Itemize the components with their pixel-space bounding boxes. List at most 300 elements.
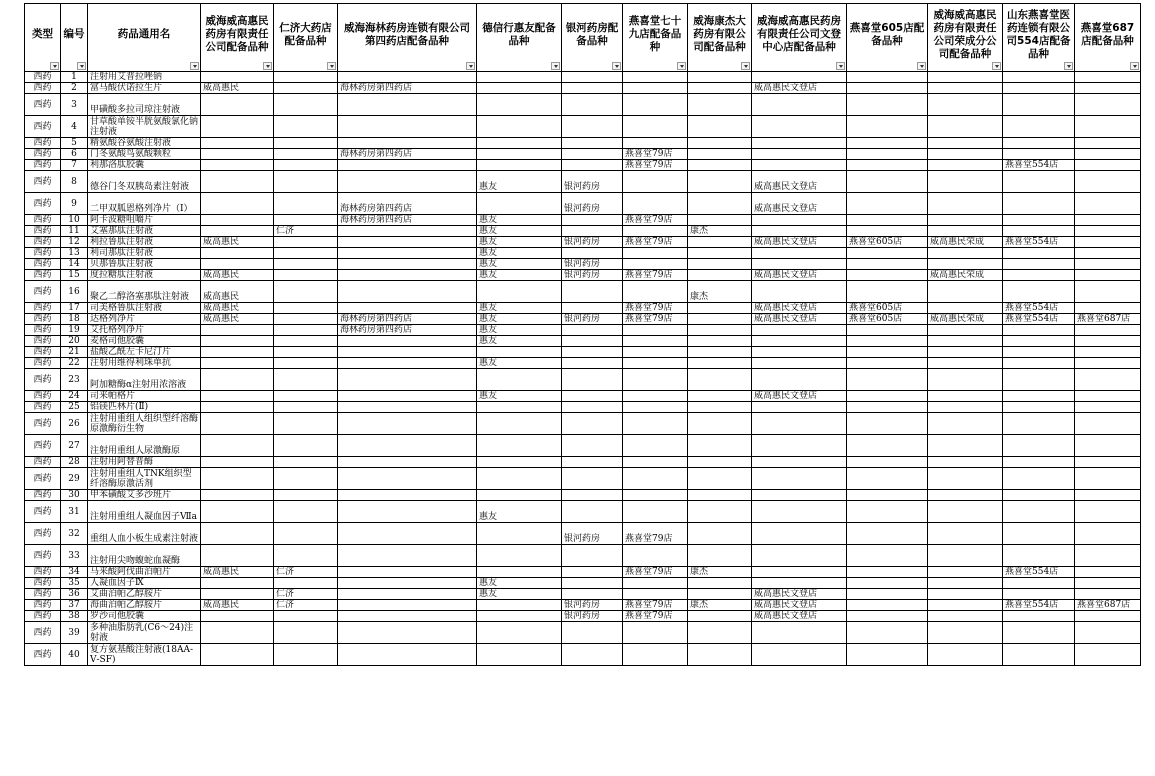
store-cell[interactable] (477, 523, 562, 545)
number-cell[interactable]: 1 (61, 72, 88, 83)
store-cell[interactable] (1075, 116, 1141, 138)
drug-name-cell[interactable]: 铝镁匹林片(Ⅱ) (88, 402, 201, 413)
store-cell[interactable]: 燕喜堂605店 (847, 237, 928, 248)
store-cell[interactable] (274, 336, 338, 347)
store-cell[interactable]: 威高惠民文登店 (752, 600, 847, 611)
type-cell[interactable]: 西药 (25, 523, 61, 545)
store-cell[interactable] (1003, 226, 1075, 237)
store-cell[interactable] (928, 545, 1003, 567)
store-cell[interactable] (688, 347, 752, 358)
store-cell[interactable] (338, 391, 477, 402)
store-cell[interactable] (477, 545, 562, 567)
store-cell[interactable] (1075, 72, 1141, 83)
store-cell[interactable] (623, 259, 688, 270)
store-cell[interactable] (752, 116, 847, 138)
store-cell[interactable] (928, 567, 1003, 578)
store-cell[interactable] (338, 457, 477, 468)
store-cell[interactable] (201, 490, 274, 501)
drug-name-cell[interactable]: 艾塞那肽注射液 (88, 226, 201, 237)
filter-dropdown-icon[interactable] (612, 62, 621, 70)
store-cell[interactable] (847, 347, 928, 358)
store-cell[interactable] (1003, 468, 1075, 490)
store-cell[interactable] (1075, 501, 1141, 523)
number-cell[interactable]: 35 (61, 578, 88, 589)
store-cell[interactable] (1003, 578, 1075, 589)
store-cell[interactable] (1003, 248, 1075, 259)
number-cell[interactable]: 20 (61, 336, 88, 347)
store-cell[interactable]: 银河药房 (562, 270, 623, 281)
store-cell[interactable] (338, 545, 477, 567)
number-cell[interactable]: 40 (61, 644, 88, 666)
store-cell[interactable] (928, 336, 1003, 347)
store-cell[interactable] (928, 94, 1003, 116)
number-cell[interactable]: 23 (61, 369, 88, 391)
filter-dropdown-icon[interactable] (50, 62, 59, 70)
type-cell[interactable]: 西药 (25, 578, 61, 589)
store-cell[interactable] (274, 314, 338, 325)
store-cell[interactable]: 银河药房 (562, 314, 623, 325)
store-cell[interactable] (1075, 578, 1141, 589)
filter-dropdown-icon[interactable] (190, 62, 199, 70)
store-cell[interactable]: 燕喜堂79店 (623, 160, 688, 171)
store-cell[interactable] (477, 369, 562, 391)
store-cell[interactable] (688, 94, 752, 116)
drug-name-cell[interactable]: 罗沙司他胶囊 (88, 611, 201, 622)
store-cell[interactable]: 银河药房 (562, 259, 623, 270)
store-cell[interactable] (562, 149, 623, 160)
store-cell[interactable] (752, 160, 847, 171)
store-cell[interactable]: 惠友 (477, 270, 562, 281)
type-cell[interactable]: 西药 (25, 589, 61, 600)
store-cell[interactable] (688, 149, 752, 160)
type-cell[interactable]: 西药 (25, 468, 61, 490)
store-cell[interactable]: 海林药房第四药店 (338, 193, 477, 215)
store-cell[interactable] (1003, 358, 1075, 369)
store-cell[interactable]: 康杰 (688, 226, 752, 237)
store-cell[interactable] (752, 523, 847, 545)
type-cell[interactable]: 西药 (25, 347, 61, 358)
store-cell[interactable] (688, 83, 752, 94)
store-cell[interactable] (623, 501, 688, 523)
store-cell[interactable] (847, 149, 928, 160)
store-cell[interactable] (688, 72, 752, 83)
drug-name-cell[interactable]: 富马酸伏诺拉生片 (88, 83, 201, 94)
store-cell[interactable] (623, 413, 688, 435)
store-cell[interactable]: 银河药房 (562, 171, 623, 193)
store-cell[interactable] (477, 94, 562, 116)
drug-name-cell[interactable]: 注射用重组人凝血因子Ⅶa (88, 501, 201, 523)
store-cell[interactable] (847, 589, 928, 600)
store-cell[interactable] (688, 545, 752, 567)
store-cell[interactable] (1075, 490, 1141, 501)
type-cell[interactable]: 西药 (25, 160, 61, 171)
store-cell[interactable] (477, 160, 562, 171)
store-cell[interactable] (477, 490, 562, 501)
store-cell[interactable] (1003, 94, 1075, 116)
store-cell[interactable] (562, 303, 623, 314)
store-cell[interactable] (562, 457, 623, 468)
store-cell[interactable] (477, 435, 562, 457)
type-cell[interactable]: 西药 (25, 611, 61, 622)
store-cell[interactable] (274, 347, 338, 358)
number-cell[interactable]: 22 (61, 358, 88, 369)
store-cell[interactable] (477, 413, 562, 435)
store-cell[interactable] (688, 138, 752, 149)
store-cell[interactable] (928, 611, 1003, 622)
store-cell[interactable] (688, 435, 752, 457)
store-cell[interactable] (338, 259, 477, 270)
store-cell[interactable] (338, 501, 477, 523)
store-cell[interactable] (847, 622, 928, 644)
store-cell[interactable] (688, 336, 752, 347)
store-cell[interactable] (1075, 226, 1141, 237)
number-cell[interactable]: 39 (61, 622, 88, 644)
store-cell[interactable] (623, 457, 688, 468)
store-cell[interactable] (688, 171, 752, 193)
store-cell[interactable] (562, 413, 623, 435)
store-cell[interactable]: 惠友 (477, 578, 562, 589)
number-cell[interactable]: 16 (61, 281, 88, 303)
store-cell[interactable] (274, 622, 338, 644)
filter-dropdown-icon[interactable] (992, 62, 1001, 70)
store-cell[interactable] (688, 413, 752, 435)
store-cell[interactable]: 银河药房 (562, 193, 623, 215)
store-cell[interactable] (688, 589, 752, 600)
store-cell[interactable] (623, 226, 688, 237)
store-cell[interactable] (338, 358, 477, 369)
store-cell[interactable] (338, 160, 477, 171)
store-cell[interactable] (623, 391, 688, 402)
store-cell[interactable]: 威高惠民 (201, 314, 274, 325)
store-cell[interactable] (562, 490, 623, 501)
drug-name-cell[interactable]: 甲苯磺酸艾多沙班片 (88, 490, 201, 501)
drug-name-cell[interactable]: 甲磺酸多拉司琼注射液 (88, 94, 201, 116)
store-cell[interactable] (847, 391, 928, 402)
filter-dropdown-icon[interactable] (917, 62, 926, 70)
drug-name-cell[interactable]: 艾曲泊帕乙醇胺片 (88, 589, 201, 600)
store-cell[interactable] (847, 259, 928, 270)
store-cell[interactable] (1003, 644, 1075, 666)
drug-name-cell[interactable]: 司来帕格片 (88, 391, 201, 402)
store-cell[interactable] (274, 94, 338, 116)
store-cell[interactable] (623, 248, 688, 259)
store-cell[interactable] (623, 435, 688, 457)
drug-name-cell[interactable]: 贝那鲁肽注射液 (88, 259, 201, 270)
store-cell[interactable] (201, 325, 274, 336)
type-cell[interactable]: 西药 (25, 457, 61, 468)
store-cell[interactable] (688, 611, 752, 622)
store-cell[interactable] (623, 116, 688, 138)
store-cell[interactable] (274, 402, 338, 413)
store-cell[interactable]: 惠友 (477, 303, 562, 314)
store-cell[interactable] (1075, 589, 1141, 600)
store-cell[interactable] (847, 457, 928, 468)
drug-name-cell[interactable]: 注射用尖吻蝮蛇血凝酶 (88, 545, 201, 567)
store-cell[interactable] (688, 523, 752, 545)
store-cell[interactable] (847, 248, 928, 259)
store-cell[interactable]: 康杰 (688, 281, 752, 303)
store-cell[interactable] (1003, 622, 1075, 644)
store-cell[interactable] (847, 116, 928, 138)
store-cell[interactable] (1075, 402, 1141, 413)
store-cell[interactable]: 海林药房第四药店 (338, 83, 477, 94)
store-cell[interactable] (928, 226, 1003, 237)
store-cell[interactable] (1075, 369, 1141, 391)
store-cell[interactable] (688, 622, 752, 644)
number-cell[interactable]: 34 (61, 567, 88, 578)
type-cell[interactable]: 西药 (25, 644, 61, 666)
store-cell[interactable] (274, 270, 338, 281)
store-cell[interactable] (752, 347, 847, 358)
drug-name-cell[interactable]: 达格列净片 (88, 314, 201, 325)
store-cell[interactable] (1075, 171, 1141, 193)
store-cell[interactable] (477, 622, 562, 644)
store-cell[interactable] (928, 578, 1003, 589)
store-cell[interactable] (562, 391, 623, 402)
store-cell[interactable]: 仁济 (274, 226, 338, 237)
store-cell[interactable]: 威高惠民 (201, 303, 274, 314)
store-cell[interactable] (562, 347, 623, 358)
store-cell[interactable] (688, 402, 752, 413)
store-cell[interactable] (1003, 369, 1075, 391)
store-cell[interactable] (201, 358, 274, 369)
number-cell[interactable]: 8 (61, 171, 88, 193)
store-cell[interactable] (688, 259, 752, 270)
type-cell[interactable]: 西药 (25, 116, 61, 138)
number-cell[interactable]: 29 (61, 468, 88, 490)
store-cell[interactable] (274, 160, 338, 171)
number-cell[interactable]: 36 (61, 589, 88, 600)
store-cell[interactable] (338, 589, 477, 600)
drug-name-cell[interactable]: 注射用阿替普酶 (88, 457, 201, 468)
drug-name-cell[interactable]: 司美格鲁肽注射液 (88, 303, 201, 314)
store-cell[interactable]: 海林药房第四药店 (338, 314, 477, 325)
store-cell[interactable] (562, 644, 623, 666)
store-cell[interactable] (477, 149, 562, 160)
number-cell[interactable]: 10 (61, 215, 88, 226)
number-cell[interactable]: 5 (61, 138, 88, 149)
store-cell[interactable] (752, 336, 847, 347)
type-cell[interactable]: 西药 (25, 237, 61, 248)
store-cell[interactable]: 威高惠民荣成 (928, 270, 1003, 281)
store-cell[interactable]: 威高惠民 (201, 600, 274, 611)
store-cell[interactable] (338, 435, 477, 457)
store-cell[interactable] (274, 369, 338, 391)
store-cell[interactable] (623, 369, 688, 391)
store-cell[interactable] (274, 545, 338, 567)
store-cell[interactable] (1075, 303, 1141, 314)
store-cell[interactable] (201, 457, 274, 468)
type-cell[interactable]: 西药 (25, 138, 61, 149)
store-cell[interactable] (477, 457, 562, 468)
store-cell[interactable] (752, 501, 847, 523)
store-cell[interactable] (477, 611, 562, 622)
store-cell[interactable] (847, 468, 928, 490)
store-cell[interactable] (1003, 149, 1075, 160)
store-cell[interactable] (1075, 358, 1141, 369)
store-cell[interactable] (201, 435, 274, 457)
store-cell[interactable] (928, 501, 1003, 523)
store-cell[interactable] (338, 622, 477, 644)
store-cell[interactable] (688, 490, 752, 501)
store-cell[interactable] (274, 578, 338, 589)
store-cell[interactable] (752, 259, 847, 270)
store-cell[interactable] (752, 369, 847, 391)
type-cell[interactable]: 西药 (25, 83, 61, 94)
store-cell[interactable] (201, 391, 274, 402)
store-cell[interactable] (338, 270, 477, 281)
drug-name-cell[interactable]: 注射用重组人TNK组织型纤溶酶原激活剂 (88, 468, 201, 490)
store-cell[interactable] (928, 138, 1003, 149)
store-cell[interactable] (1075, 644, 1141, 666)
store-cell[interactable] (688, 468, 752, 490)
type-cell[interactable]: 西药 (25, 149, 61, 160)
type-cell[interactable]: 西药 (25, 270, 61, 281)
store-cell[interactable] (928, 644, 1003, 666)
type-cell[interactable]: 西药 (25, 413, 61, 435)
store-cell[interactable] (623, 358, 688, 369)
store-cell[interactable] (562, 435, 623, 457)
store-cell[interactable] (752, 490, 847, 501)
store-cell[interactable] (847, 336, 928, 347)
store-cell[interactable] (562, 281, 623, 303)
number-cell[interactable]: 19 (61, 325, 88, 336)
store-cell[interactable] (847, 171, 928, 193)
store-cell[interactable] (1075, 215, 1141, 226)
store-cell[interactable] (562, 567, 623, 578)
store-cell[interactable] (562, 578, 623, 589)
store-cell[interactable] (274, 72, 338, 83)
store-cell[interactable] (274, 193, 338, 215)
store-cell[interactable] (928, 171, 1003, 193)
store-cell[interactable] (688, 215, 752, 226)
store-cell[interactable] (1075, 468, 1141, 490)
store-cell[interactable] (928, 457, 1003, 468)
store-cell[interactable] (201, 160, 274, 171)
store-cell[interactable] (688, 303, 752, 314)
store-cell[interactable]: 燕喜堂79店 (623, 523, 688, 545)
store-cell[interactable] (688, 358, 752, 369)
number-cell[interactable]: 26 (61, 413, 88, 435)
store-cell[interactable] (274, 523, 338, 545)
store-cell[interactable] (928, 325, 1003, 336)
store-cell[interactable] (847, 215, 928, 226)
store-cell[interactable] (1003, 545, 1075, 567)
filter-dropdown-icon[interactable] (551, 62, 560, 70)
store-cell[interactable] (1003, 391, 1075, 402)
store-cell[interactable]: 威高惠民 (201, 83, 274, 94)
store-cell[interactable] (274, 457, 338, 468)
store-cell[interactable] (1003, 72, 1075, 83)
store-cell[interactable] (1075, 611, 1141, 622)
number-cell[interactable]: 27 (61, 435, 88, 457)
store-cell[interactable] (274, 358, 338, 369)
store-cell[interactable] (1003, 281, 1075, 303)
filter-dropdown-icon[interactable] (741, 62, 750, 70)
store-cell[interactable]: 威高惠民文登店 (752, 589, 847, 600)
store-cell[interactable]: 康杰 (688, 600, 752, 611)
store-cell[interactable] (1003, 83, 1075, 94)
store-cell[interactable] (201, 347, 274, 358)
store-cell[interactable] (623, 325, 688, 336)
store-cell[interactable] (752, 358, 847, 369)
store-cell[interactable] (338, 600, 477, 611)
store-cell[interactable] (847, 523, 928, 545)
store-cell[interactable] (562, 83, 623, 94)
store-cell[interactable] (338, 402, 477, 413)
store-cell[interactable]: 燕喜堂79店 (623, 303, 688, 314)
store-cell[interactable]: 惠友 (477, 336, 562, 347)
store-cell[interactable] (1075, 193, 1141, 215)
store-cell[interactable] (1075, 336, 1141, 347)
store-cell[interactable] (847, 567, 928, 578)
store-cell[interactable]: 燕喜堂554店 (1003, 600, 1075, 611)
store-cell[interactable] (623, 589, 688, 600)
store-cell[interactable] (928, 303, 1003, 314)
store-cell[interactable] (562, 501, 623, 523)
store-cell[interactable]: 燕喜堂79店 (623, 237, 688, 248)
number-cell[interactable]: 33 (61, 545, 88, 567)
store-cell[interactable] (623, 138, 688, 149)
store-cell[interactable] (623, 94, 688, 116)
store-cell[interactable] (928, 72, 1003, 83)
store-cell[interactable] (274, 611, 338, 622)
store-cell[interactable] (338, 72, 477, 83)
filter-dropdown-icon[interactable] (263, 62, 272, 70)
store-cell[interactable] (477, 600, 562, 611)
store-cell[interactable] (274, 501, 338, 523)
store-cell[interactable] (688, 391, 752, 402)
drug-name-cell[interactable]: 注射用重组人尿激酶原 (88, 435, 201, 457)
store-cell[interactable] (338, 523, 477, 545)
store-cell[interactable] (688, 369, 752, 391)
store-cell[interactable] (623, 622, 688, 644)
store-cell[interactable]: 仁济 (274, 589, 338, 600)
filter-dropdown-icon[interactable] (77, 62, 86, 70)
store-cell[interactable] (201, 149, 274, 160)
store-cell[interactable]: 海林药房第四药店 (338, 325, 477, 336)
store-cell[interactable] (752, 545, 847, 567)
store-cell[interactable] (1003, 435, 1075, 457)
store-cell[interactable] (847, 545, 928, 567)
store-cell[interactable] (1075, 237, 1141, 248)
store-cell[interactable] (201, 622, 274, 644)
store-cell[interactable] (477, 193, 562, 215)
number-cell[interactable]: 32 (61, 523, 88, 545)
store-cell[interactable] (928, 413, 1003, 435)
store-cell[interactable]: 惠友 (477, 237, 562, 248)
type-cell[interactable]: 西药 (25, 545, 61, 567)
store-cell[interactable] (1075, 413, 1141, 435)
store-cell[interactable] (1075, 622, 1141, 644)
store-cell[interactable] (477, 402, 562, 413)
store-cell[interactable] (688, 501, 752, 523)
store-cell[interactable] (201, 413, 274, 435)
store-cell[interactable] (623, 171, 688, 193)
number-cell[interactable]: 11 (61, 226, 88, 237)
type-cell[interactable]: 西药 (25, 226, 61, 237)
store-cell[interactable] (847, 138, 928, 149)
store-cell[interactable] (928, 215, 1003, 226)
drug-name-cell[interactable]: 马来酸阿伐曲泊帕片 (88, 567, 201, 578)
store-cell[interactable] (752, 72, 847, 83)
store-cell[interactable] (847, 94, 928, 116)
store-cell[interactable] (752, 578, 847, 589)
store-cell[interactable] (623, 336, 688, 347)
store-cell[interactable] (847, 358, 928, 369)
store-cell[interactable] (752, 281, 847, 303)
type-cell[interactable]: 西药 (25, 402, 61, 413)
